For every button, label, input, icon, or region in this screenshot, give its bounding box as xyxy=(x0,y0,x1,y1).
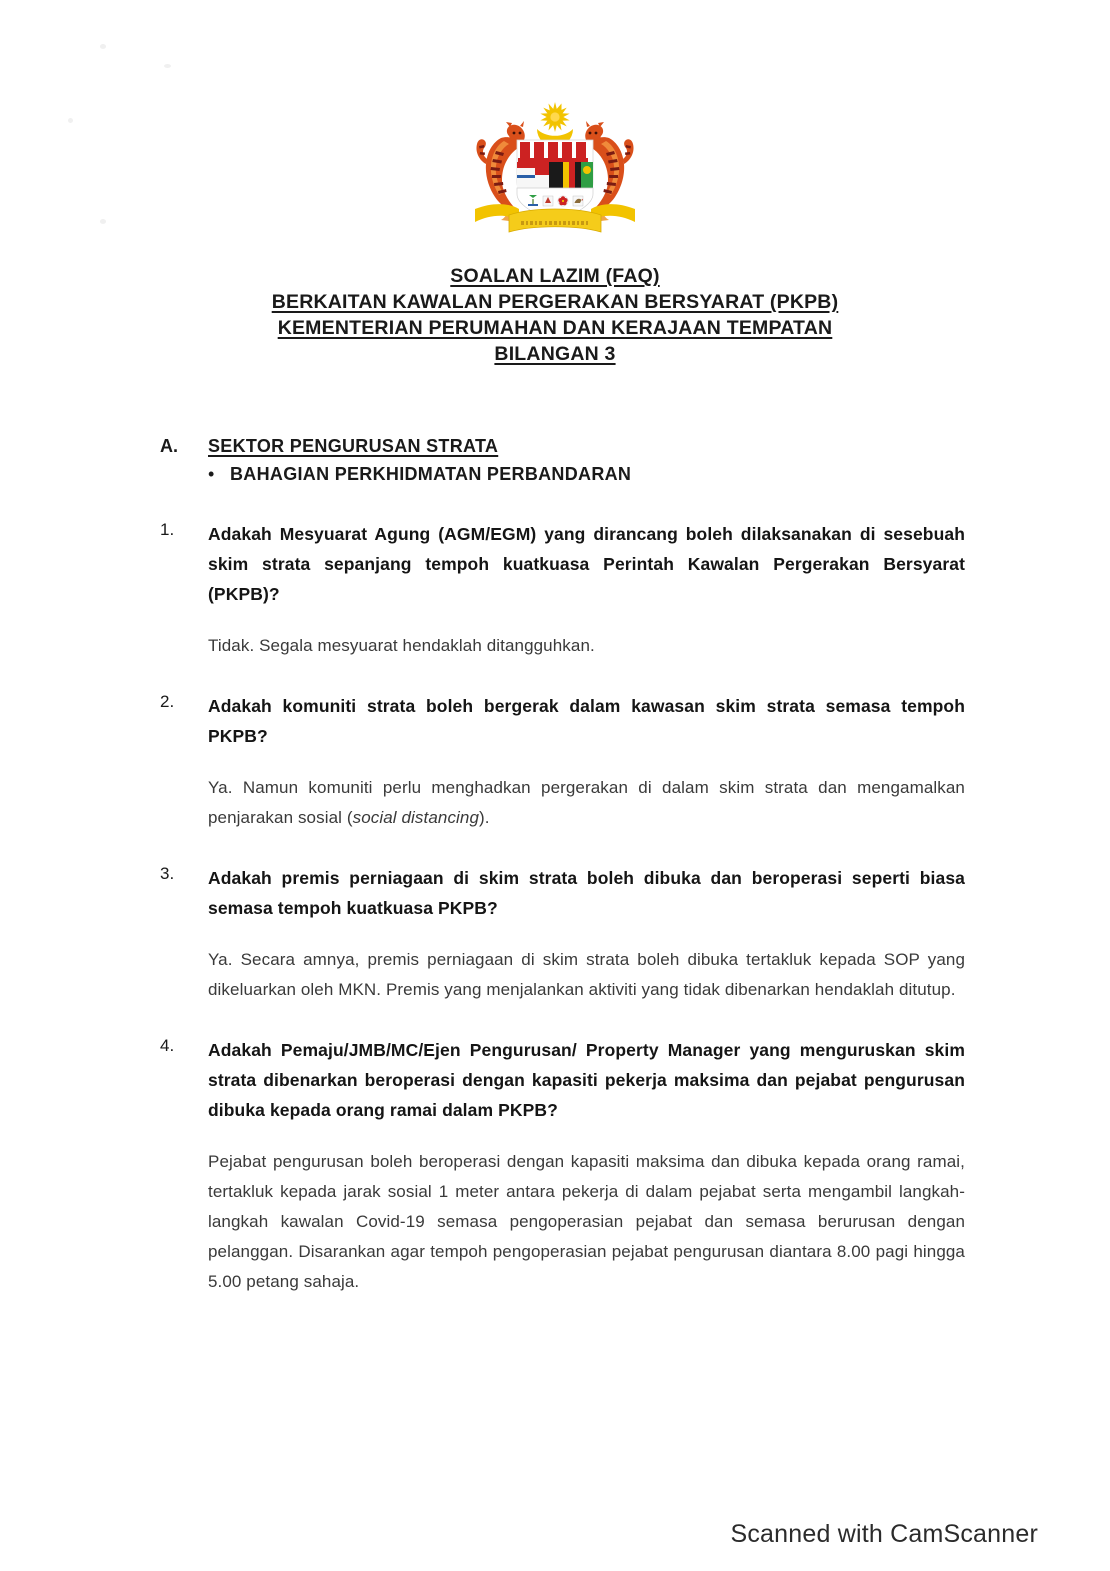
faq-answer xyxy=(208,773,965,833)
faq-question-row xyxy=(160,519,965,609)
faq-question-row xyxy=(160,863,965,923)
document-body xyxy=(160,436,965,1297)
malaysian-coat-of-arms-icon xyxy=(449,96,661,242)
faq-answer-text-post: ). xyxy=(479,808,490,827)
scan-artifact xyxy=(100,44,106,49)
faq-answer: Pejabat pengurusan boleh beroperasi dengan kapasiti maksima dan dibuka kepada orang ramai, tertakluk kepada jarak sosial 1 meter antara pekerja di dalam pejabat serta mengambil langkah-langkah kawalan Covid-19 semasa pengoperasian pejabat dan semasa berurusan dengan pelanggan. Disarankan agar tempoh pengoperasian pejabat pengurusan diantara 8.00 pagi hingga 5.00 petang sahaja. xyxy=(208,1152,965,1291)
bullet-icon: • xyxy=(208,464,215,484)
document-title-block xyxy=(0,264,1110,368)
section-bullet-label: BAHAGIAN PERKHIDMATAN PERBANDARAN xyxy=(230,464,632,484)
title-line-2: BERKAITAN KAWALAN PERGERAKAN BERSYARAT (PKPB) xyxy=(271,291,839,313)
faq-answer: Tidak. Segala mesyuarat hendaklah ditangguhkan. xyxy=(208,636,595,655)
camscanner-watermark: Scanned with CamScanner xyxy=(730,1520,1038,1548)
faq-answer-text-pre: Ya. Namun komuniti perlu menghadkan pergerakan di dalam skim strata dan mengamalkan penjarakan sosial ( xyxy=(208,778,965,827)
section-title: SEKTOR PENGURUSAN STRATA xyxy=(208,436,499,456)
faq-question-row xyxy=(160,691,965,751)
section-bullet-item xyxy=(208,464,965,485)
faq-answer-text-italic: social distancing xyxy=(352,808,480,827)
faq-question: Adakah premis perniagaan di skim strata boleh dibuka dan beroperasi seperti biasa semasa tempoh kuatkuasa PKPB? xyxy=(208,868,965,918)
title-line-4: BILANGAN 3 xyxy=(494,343,616,365)
faq-number: 3. xyxy=(160,864,175,883)
faq-item xyxy=(160,519,965,661)
faq-item xyxy=(160,691,965,833)
faq-number: 2. xyxy=(160,692,175,711)
faq-answer: Ya. Secara amnya, premis perniagaan di skim strata boleh dibuka tertakluk kepada SOP yang dikeluarkan oleh MKN. Premis yang menjalankan aktiviti yang tidak dibenarkan hendaklah ditutup. xyxy=(208,950,965,999)
faq-question: Adakah Mesyuarat Agung (AGM/EGM) yang dirancang boleh dilaksanakan di sesebuah skim strata sepanjang tempoh kuatkuasa Perintah Kawalan Pergerakan Bersyarat (PKPB)? xyxy=(208,524,965,604)
faq-question: Adakah komuniti strata boleh bergerak dalam kawasan skim strata semasa tempoh PKPB? xyxy=(208,696,965,746)
title-line-1: SOALAN LAZIM (FAQ) xyxy=(450,265,660,287)
scan-artifact xyxy=(164,64,171,68)
faq-item xyxy=(160,1035,965,1297)
emblem-container xyxy=(0,96,1110,242)
title-line-3: KEMENTERIAN PERUMAHAN DAN KERAJAAN TEMPATAN xyxy=(277,317,833,339)
faq-number: 4. xyxy=(160,1036,175,1055)
section-letter: A. xyxy=(160,436,178,456)
faq-number: 1. xyxy=(160,520,175,539)
section-heading xyxy=(160,436,965,457)
faq-question: Adakah Pemaju/JMB/MC/Ejen Pengurusan/ Property Manager yang menguruskan skim strata dibenarkan beroperasi dengan kapasiti pekerja maksima dan pejabat pengurusan dibuka kepada orang ramai dalam PKPB? xyxy=(208,1040,965,1120)
faq-item xyxy=(160,863,965,1005)
faq-question-row xyxy=(160,1035,965,1125)
